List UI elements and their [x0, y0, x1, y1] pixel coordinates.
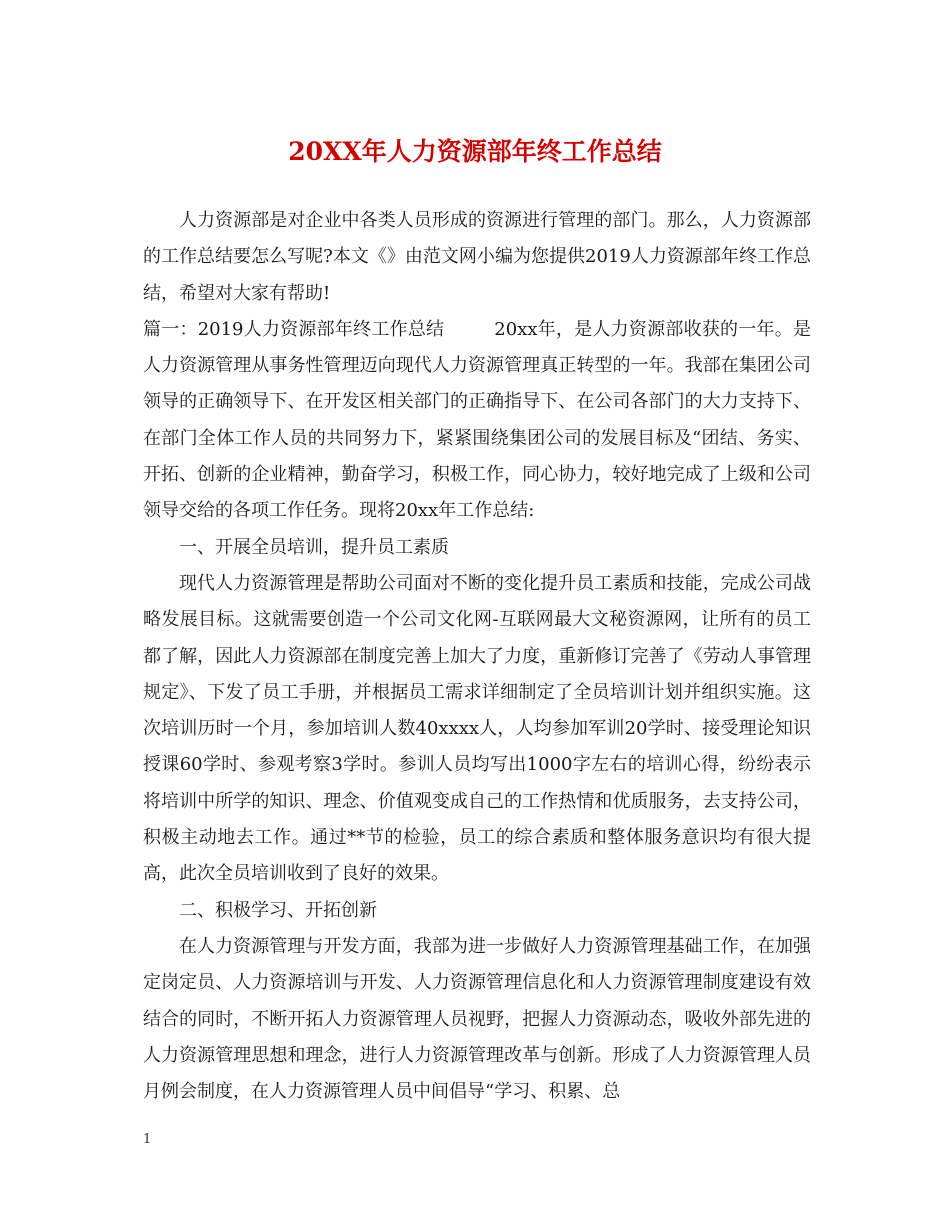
section-two-paragraph: 在人力资源管理与开发方面，我部为进一步做好人力资源管理基础工作，在加强定岗定员、人力资源培训与开发、人力资源管理信息化和人力资源管理制度建设有效结合的同时，不断开拓人力资源管理人员视野，把握人力资源动态，吸收外部先进的人力资源管理思想和理念，进行人力资源管理改革与创新。形成了人力资源管理人员月例会制度，在人力资源管理人员中间倡导“学习、积累、总 — [143, 935, 811, 1103]
section-two-heading: 二、积极学习、开拓创新 — [179, 899, 377, 921]
section-one-paragraph: 现代人力资源管理是帮助公司面对不断的变化提升员工素质和技能，完成公司战略发展目标。这就需要创造一个公司文化网-互联网最大文秘资源网，让所有的员工都了解，因此人力资源部在制度完善上加大了力度，重新修订完善了《劳动人事管理规定》、下发了员工手册，并根据员工需求详细制定了全员培训计划并组织实施。这次培训历时一个月，参加培训人数40xxxx人，人均参加军训20学时、接受理论知识授课60学时、参观考察3学时。参训人员均写出1000字左右的培训心得，纷纷表示将培训中所学的知识、理念、价值观变成自己的工作热情和优质服务，去支持公司，积极主动地去工作。通过**节的检验，员工的综合素质和整体服务意识均有很大提高，此次全员培训收到了良好的效果。 — [143, 572, 811, 885]
intro-paragraph: 人力资源部是对企业中各类人员形成的资源进行管理的部门。那么，人力资源部的工作总结要怎么写呢?本文《》由范文网小编为您提供2019人力资源部年终工作总结，希望对大家有帮助! — [143, 210, 811, 304]
section-one-heading: 一、开展全员培训，提升员工素质 — [179, 536, 449, 558]
document-title: 20XX年人力资源部年终工作总结 — [288, 137, 662, 166]
document-body — [143, 203, 811, 1110]
part-one-label: 篇一：2019人力资源部年终工作总结 — [143, 318, 445, 340]
part-one-paragraph — [143, 312, 811, 530]
page-number: 1 — [143, 1132, 152, 1147]
part-one-text: 20xx年，是人力资源部收获的一年。是人力资源管理从事务性管理迈向现代人力资源管理真正转型的一年。我部在集团公司领导的正确领导下、在开发区相关部门的正确指导下、在公司各部门的大力支持下、在部门全体工作人员的共同努力下，紧紧围绕集团公司的发展目标及“团结、务实、开拓、创新的企业精神，勤奋学习，积极工作，同心协力，较好地完成了上级和公司领导交给的各项工作任务。现将20xx年工作总结: — [143, 318, 811, 522]
